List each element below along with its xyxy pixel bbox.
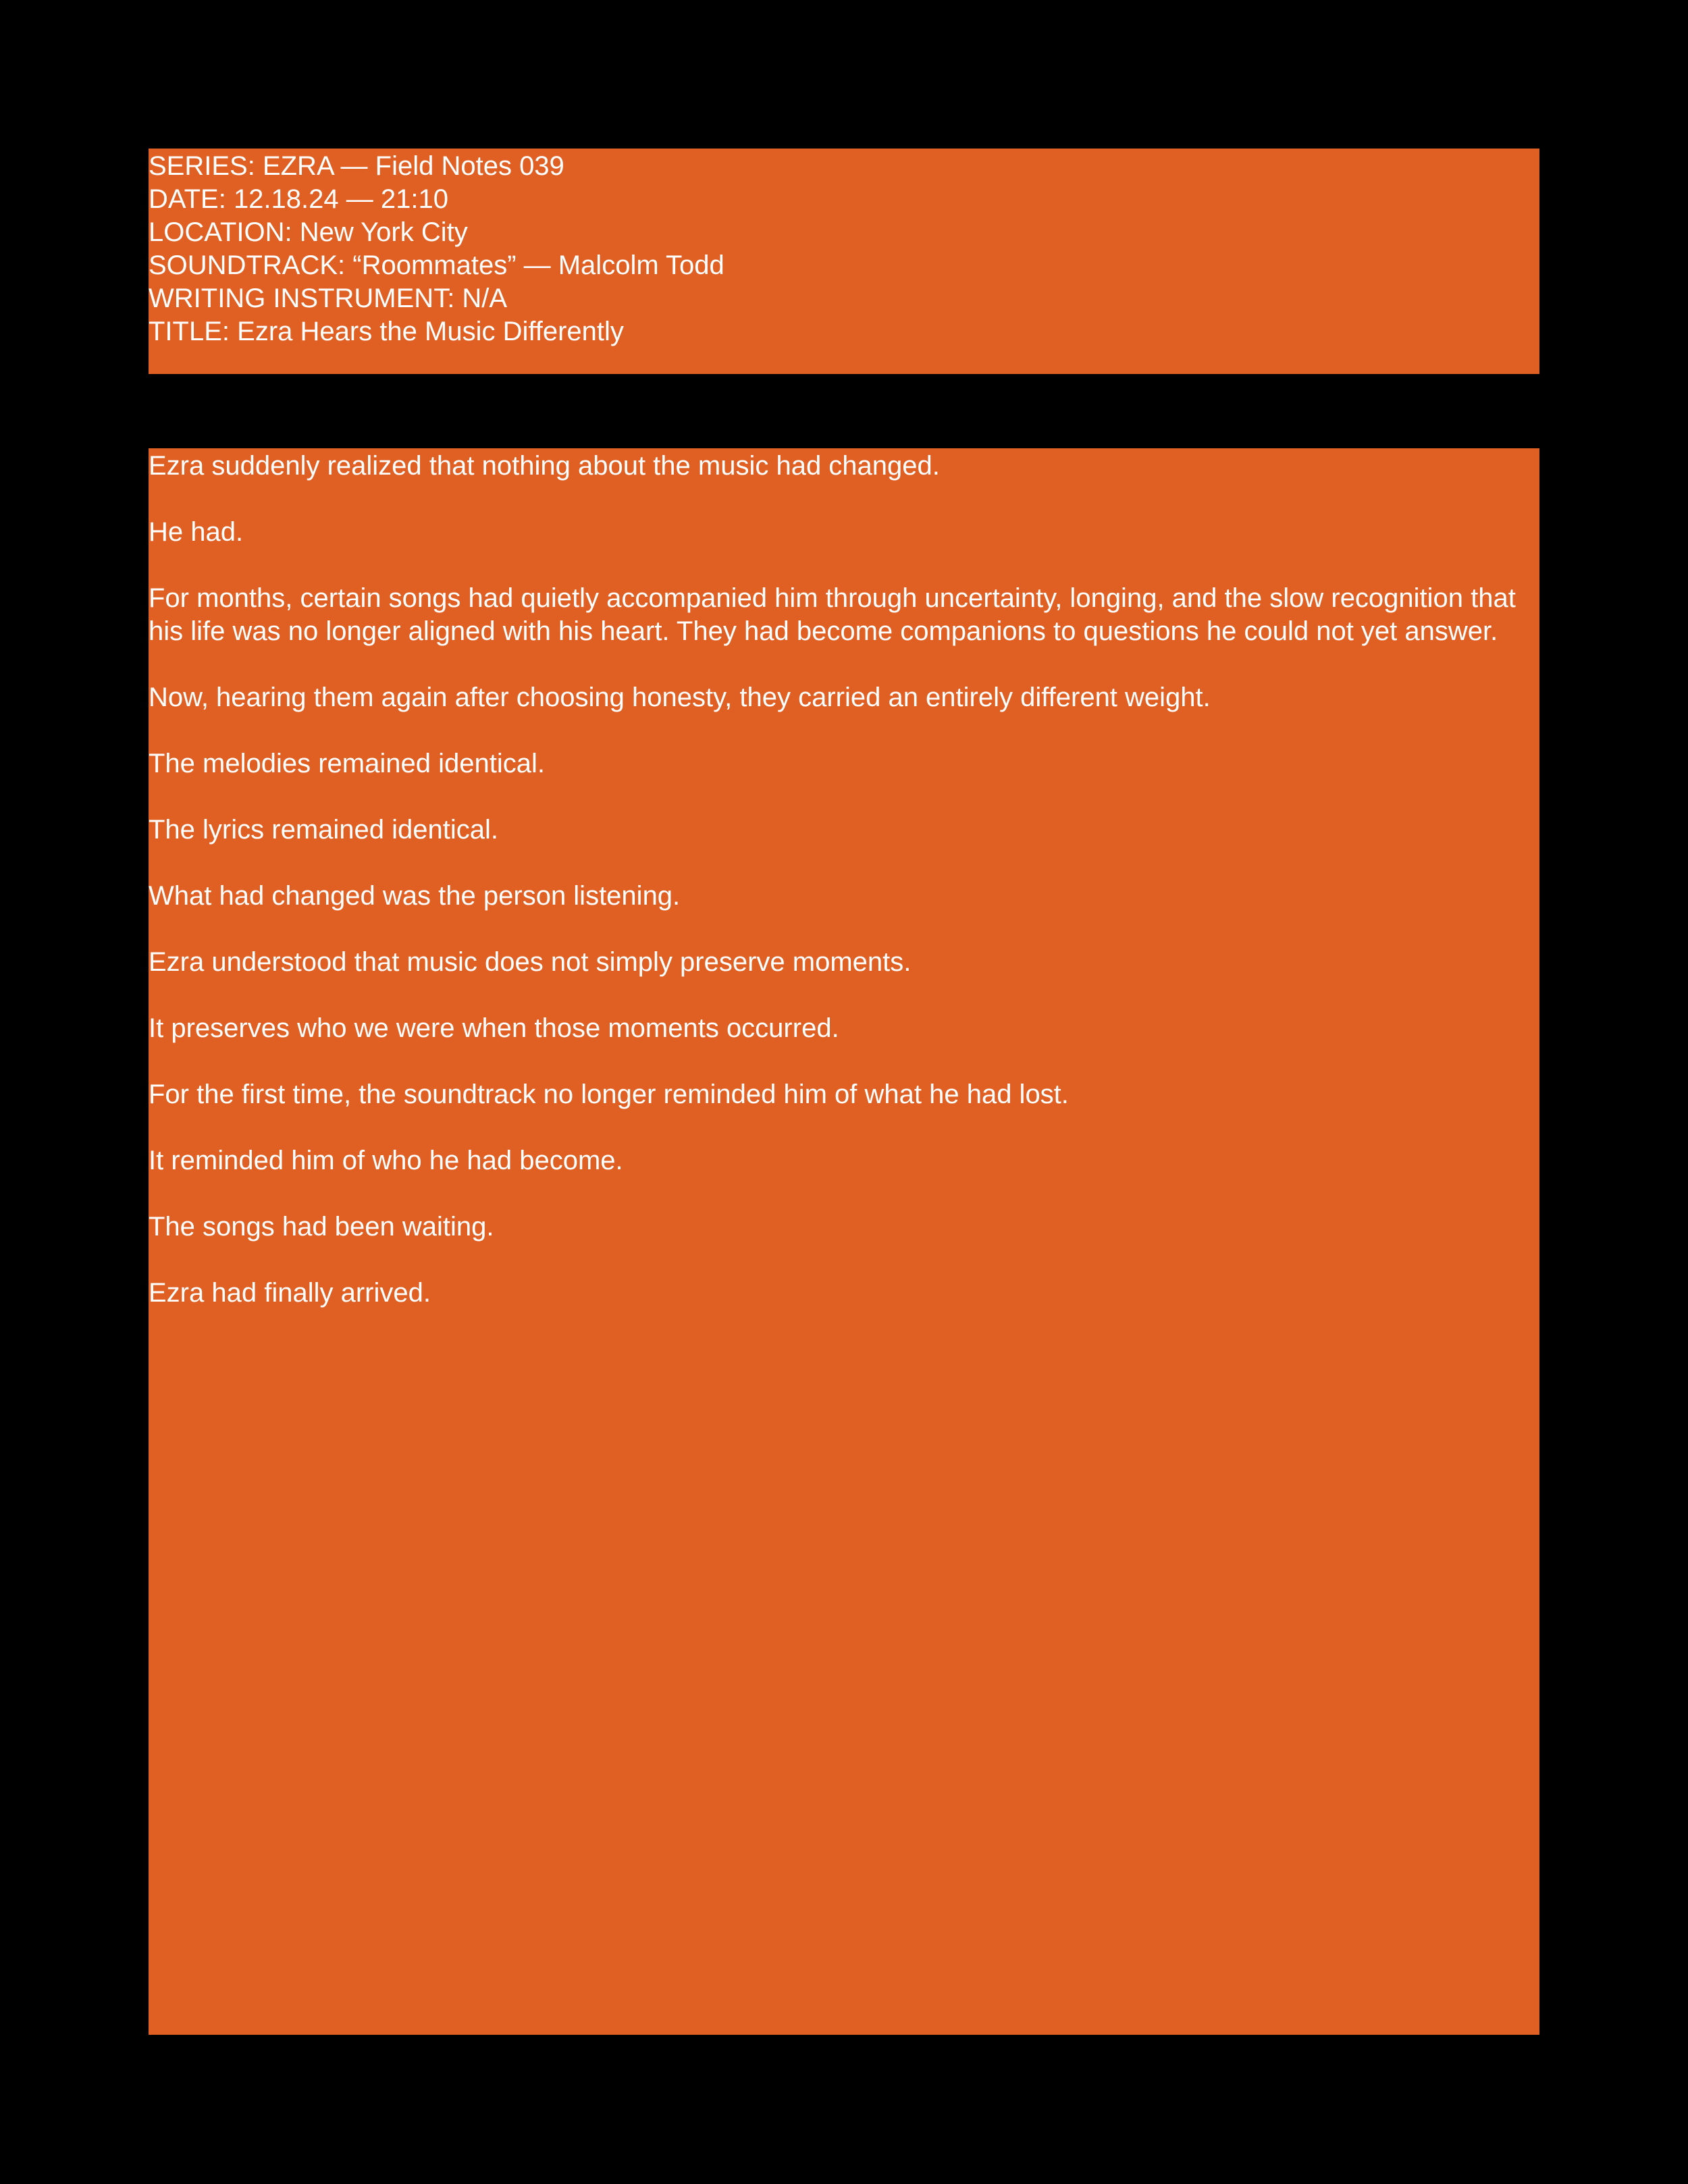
paragraph: He had. xyxy=(149,517,244,547)
soundtrack-line: SOUNDTRACK: “Roommates” — Malcolm Todd xyxy=(149,250,724,280)
writing-instrument-line: WRITING INSTRUMENT: N/A xyxy=(149,284,508,313)
story-paragraphs xyxy=(149,448,1539,1310)
paragraph: Ezra understood that music does not simply preserve moments. xyxy=(149,947,912,977)
paragraph: The melodies remained identical. xyxy=(149,749,545,778)
title-line: TITLE: Ezra Hears the Music Differently xyxy=(149,317,624,346)
metadata-lines xyxy=(149,149,1539,348)
series-line: SERIES: EZRA — Field Notes 039 xyxy=(149,151,564,181)
paragraph: For months, certain songs had quietly accompanied him through uncertainty, longing, and the slow recognition that his life was no longer aligned with his heart. They had become companions to questions he could not yet answer. xyxy=(149,583,1516,646)
paragraph: What had changed was the person listening. xyxy=(149,881,681,911)
date-line: DATE: 12.18.24 — 21:10 xyxy=(149,184,448,214)
paragraph: It preserves who we were when those moments occurred. xyxy=(149,1013,839,1043)
paragraph: Ezra had finally arrived. xyxy=(149,1278,431,1308)
location-line: LOCATION: New York City xyxy=(149,217,468,247)
metadata-header-panel xyxy=(149,149,1539,374)
paragraph: It reminded him of who he had become. xyxy=(149,1146,623,1175)
paragraph: For the first time, the soundtrack no longer reminded him of what he had lost. xyxy=(149,1080,1069,1109)
paragraph: Ezra suddenly realized that nothing about the music had changed. xyxy=(149,451,940,481)
story-body-panel xyxy=(149,448,1539,2035)
paragraph: Now, hearing them again after choosing honesty, they carried an entirely different weight. xyxy=(149,683,1211,712)
paragraph: The lyrics remained identical. xyxy=(149,815,498,845)
paragraph: The songs had been waiting. xyxy=(149,1212,494,1242)
